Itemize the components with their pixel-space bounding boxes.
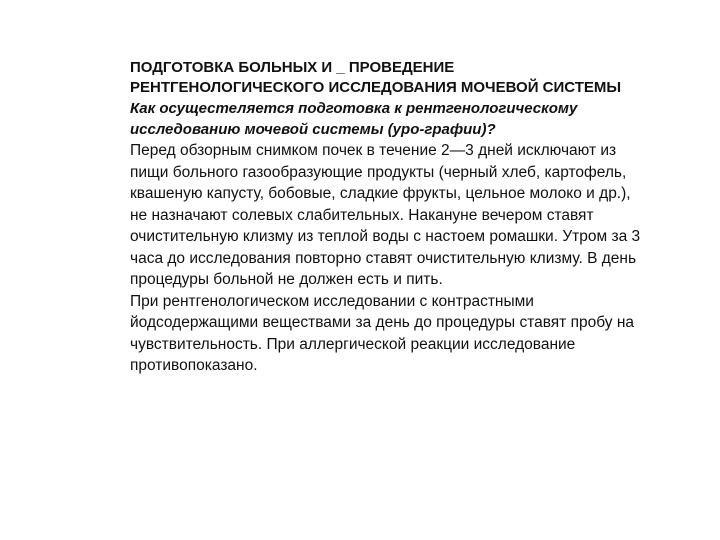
paragraph-preparation: Перед обзорным снимком почек в течение 2—3 дней исключают из пищи больного газообразующие продукты (черный хлеб, картофель, квашеную капусту, бобовые, сладкие фрукты, цельное молоко и др.), не назначают солевых слабительных. Накануне вечером ставят очистительную клизму из теплой воды с настоем ромашки. Утром за 3 часа до исследования повторно ставят очистительную клизму. В день процедуры больной не должен есть и пить. (130, 142, 641, 288)
question-text: Как осущестеляется подготовка к рентгенологическому исследованию мочевой системы (уро-графии)? (130, 100, 578, 138)
paragraph-contrast-test: При рентгенологическом исследовании с контрастными йодсодержащими веществами за день до процедуры ставят пробу на чувствительность. При аллергической реакции исследование противопоказано. (130, 292, 634, 374)
text-block (130, 58, 650, 377)
document-heading: ПОДГОТОВКА БОЛЬНЫХ И _ ПРОВЕДЕНИЕ РЕНТГЕНОЛОГИЧЕСКОГО ИССЛЕДОВАНИЯ МОЧЕВОЙ СИСТЕМЫ (130, 59, 622, 96)
